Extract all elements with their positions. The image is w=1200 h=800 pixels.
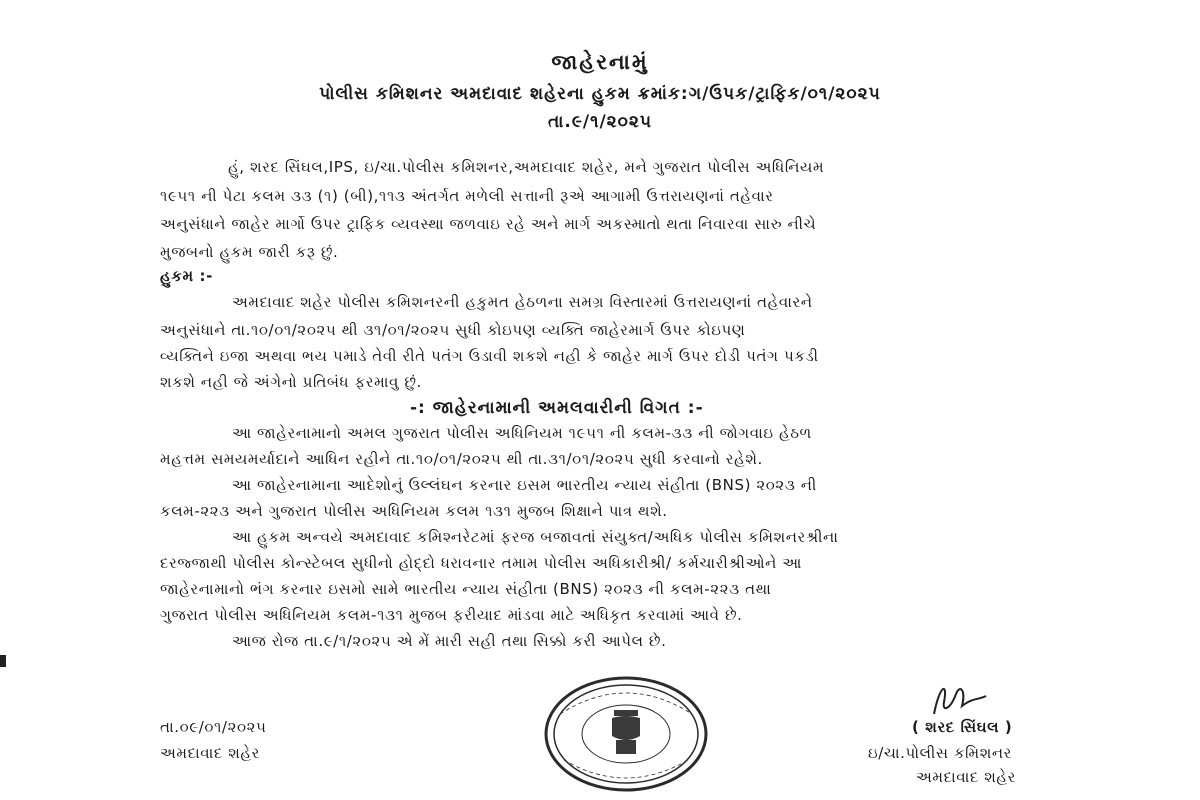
implementation-line: ગુજરાત પોલીસ અધિનિયમ કલમ-૧૩૧ મુજબ ફરીયાદ માંડવા માટે અધિકૃત કરવામાં આવે છે. [160, 606, 743, 624]
notice-date: તા.૯/૧/૨૦૨૫ [547, 112, 653, 132]
notice-order-number: પોલીસ કમિશનર અમદાવાદ શહેરના હુકમ ક્રમાંક:ગ/ઉપક/ટ્રાફિક/૦૧/૨૦૨૫ [319, 84, 881, 104]
order-heading: હુકમ :- [160, 267, 213, 285]
edge-mark [0, 655, 6, 667]
intro-line: અનુસંધાને જાહેર માર્ગો ઉપર ટ્રાફિક વ્યવસ્થા જળવાઇ રહે અને માર્ગ અકસ્માતો થતા નિવારવા સારુ નીચે [160, 215, 817, 233]
signatory-place: અમદાવાદ શહેર [916, 768, 1017, 786]
order-line: શકશે નહી જે અંગેનો પ્રતિબંધ ફરમાવુ છું. [160, 373, 422, 391]
footer-place: અમદાવાદ શહેર [160, 744, 261, 762]
implementation-line: કલમ-૨૨૩ અને ગુજરાત પોલીસ અધિનિયમ કલમ ૧૩૧ મુજબ શિક્ષાને પાત્ર થશે. [160, 502, 668, 520]
signature-icon [920, 680, 990, 720]
notice-title: જાહેરનામું [551, 50, 649, 74]
implementation-line: આ હુકમ અન્વયે અમદાવાદ કમિશ્નરેટમાં ફરજ બજાવતાં સંયુક્ત/અધિક પોલીસ કમિશનરશ્રીના [232, 528, 839, 546]
signatory-name: ( શરદ સિંઘલ ) [912, 718, 1013, 736]
intro-line: મુજબનો હુકમ જારી કરૂ છું. [160, 243, 339, 261]
implementation-heading: -: જાહેરનામાની અમલવારીની વિગત :- [410, 398, 704, 418]
implementation-line: આજ રોજ તા.૯/૧/૨૦૨૫ એ મેં મારી સહી તથા સિક્કો કરી આપેલ છે. [232, 632, 667, 650]
order-line: વ્યક્તિને ઇજા અથવા ભય પમાડે તેવી રીતે પતંગ ઉડાવી શકશે નહી કે જાહેર માર્ગ ઉપર દોડી પતંગ પકડી [160, 347, 819, 365]
implementation-line: જાહેરનામાનો ભંગ કરનાર ઇસમો સામે ભારતીય ન્યાય સંહીતા (BNS) ૨૦૨૩ ની કલમ-૨૨૩ તથા [160, 580, 772, 598]
signatory-title: ઇ/ચા.પોલીસ કમિશનર [868, 744, 1013, 762]
order-line: અનુસંધાને તા.૧૦/૦૧/૨૦૨૫ થી ૩૧/૦૧/૨૦૨૫ સુધી કોઇપણ વ્યક્તિ જાહેરમાર્ગ ઉપર કોઇપણ [160, 321, 746, 339]
official-seal-icon [542, 674, 710, 794]
footer-date: તા.૦૯/૦૧/૨૦૨૫ [160, 718, 267, 736]
implementation-line: દરજ્જાથી પોલીસ કોન્સ્ટેબલ સુધીનો હોદ્દો ધરાવનાર તમામ પોલીસ અધિકારીશ્રી/ કર્મચારીશ્રીઓને આ [160, 554, 802, 572]
intro-line: હું, શરદ સિંઘલ,IPS, ઇ/ચા.પોલીસ કમિશનર,અમદાવાદ શહેર, મને ગુજરાત પોલીસ અધિનિયમ [228, 158, 825, 176]
order-line: અમદાવાદ શહેર પોલીસ કમિશનરની હકુમત હેઠળના સમગ્ર વિસ્તારમાં ઉત્તરાયણનાં તહેવારને [232, 293, 813, 311]
implementation-line: મહત્તમ સમયમર્યાદાને આધિન રહીને તા.૧૦/૦૧/૨૦૨૫ થી તા.૩૧/૦૧/૨૦૨૫ સુધી કરવાનો રહેશે. [160, 450, 763, 468]
implementation-line: આ જાહેરનામાના આદેશોનું ઉલ્લંઘન કરનાર ઇસમ ભારતીય ન્યાય સંહીતા (BNS) ૨૦૨૩ ની [232, 476, 817, 494]
implementation-line: આ જાહેરનામાનો અમલ ગુજરાત પોલીસ અધિનિયમ ૧૯૫૧ ની કલમ-૩૩ ની જોગવાઇ હેઠળ [232, 424, 812, 442]
intro-line: ૧૯૫૧ ની પેટા કલમ ૩૩ (૧) (બી),૧૧૩ અંતર્ગત મળેલી સત્તાની રૂએ આગામી ઉત્તરાયણનાં તહેવાર [160, 187, 774, 205]
